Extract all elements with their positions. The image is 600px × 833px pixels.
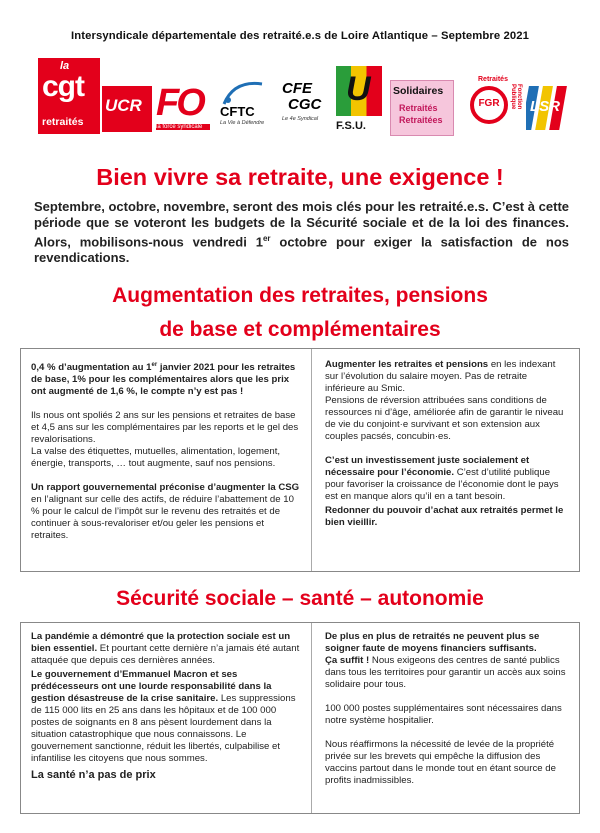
s1l-p4-bold: Un rapport gouvernemental préconise d’augmenter la CSG: [31, 482, 300, 494]
s2l-p2-bold: Le gouvernement d’Emmanuel Macron et ses prédécesseurs ont une lourde responsabilité dans la gestion désastreuse de la crise sanitaire.: [31, 669, 272, 704]
s2r-p1-bold: De plus en plus de retraités ne peuvent plus se soigner faute de moyens financiers suffisants.: [325, 631, 540, 654]
s1l-p4-rest: en l’alignant sur celle des actifs, de réduire l’abattement de 10 % pour le calcul de l’impôt sur le revenu des retraités et de continuer à sous-revaloriser et/ou geler les pensions et retraites.: [31, 494, 294, 542]
intro-sup: er: [262, 233, 271, 243]
s2r-p2-bold: Ça suffit !: [325, 655, 370, 666]
section1-title-line2: de base et complémentaires: [159, 318, 441, 341]
section1-left-p3: [31, 446, 303, 470]
intro-paragraph: [34, 199, 569, 266]
s1r-p1-rest: en les indexant sur l’évolution du salaire moyen. Pas de retraite inférieure au Smic.: [325, 359, 556, 394]
intro-text-after: octobre pour exiger la satisfaction de nos revendications.: [34, 233, 569, 265]
s1r-p4-bold: Redonner du pouvoir d’achat aux retraités permet le bien vieillir.: [325, 505, 564, 528]
intro-text-before: Septembre, octobre, novembre, seront des mois clés pour les retraité.e.s. C’est à cette période que se voteront les budgets de la Sécurité sociale et de la loi des finances. Alors, mobilisons-nous vendredi 1: [34, 199, 569, 249]
fo-logo-sub: la force syndicale: [156, 124, 210, 130]
fgr-logo-monogram: FGR: [478, 98, 500, 109]
s2l-p1-rest: Et pourtant cette dernière n’a jamais été autant attaquée que depuis ces dernières années.: [31, 643, 300, 666]
fgr-fp-logo: [458, 76, 520, 136]
cfe-cgc-logo-sub: Le 4e Syndical: [282, 116, 319, 122]
fo-logo-text: FO: [156, 82, 203, 124]
ucr-logo: [102, 86, 152, 132]
fgr-logo-line2: Fonction Publique: [510, 84, 522, 110]
s2l-p2-rest: Les suppressions de 115 000 lits en 25 ans dans les hôpitaux et de 100 000 postes de soignants en 8 ans pèsent lourdement dans la situation catastrophique que nous connaissons. Le gouvernement sanctionne, réduit les libertés, culpabilise et infantilise les citoyens que nous sommes.: [31, 693, 296, 764]
fsu-logo: [334, 66, 384, 136]
section1-right-p2: [325, 395, 569, 443]
section2-box: [20, 622, 580, 814]
s2r-p3: 100 000 postes supplémentaires sont nécessaires dans notre système hospitalier.: [325, 703, 562, 726]
section2-right-p2: [325, 655, 569, 691]
cftc-logo: [214, 78, 272, 134]
fsu-logo-text: U: [346, 70, 371, 108]
section1-right-p3: [325, 455, 569, 503]
union-logos: [30, 58, 575, 140]
section1-right-p4: [325, 505, 569, 529]
lsr-logo-text: LSR: [530, 98, 560, 115]
section1-right-p1: [325, 359, 569, 395]
s2l-p1-bold: La pandémie a démontré que la protection sociale est un bien essentiel.: [31, 631, 291, 654]
section1-divider: [311, 349, 312, 571]
section1-left-p2: [31, 410, 303, 446]
s2l-p3-bold: La santé n’a pas de prix: [31, 769, 156, 781]
section2-left-p1: [31, 631, 303, 667]
s1l-p1-a: 0,4 % d’augmentation au 1: [31, 362, 152, 374]
s1r-p3-rest: C’est d’utilité publique pour favoriser la croissance de l’économie dont le pays est en manque alors qu’il en a tant besoin.: [325, 467, 559, 502]
solidaires-logo: [390, 80, 454, 136]
section2-right-p3: [325, 703, 569, 727]
cgt-logo-line2: cgt: [42, 70, 84, 103]
section2-right-column: [325, 631, 569, 799]
cfe-cgc-logo: [280, 76, 330, 134]
s1r-p3-bold: C’est un investissement juste socialement et nécessaire pour l’économie.: [325, 455, 530, 478]
section2-right-p1: [325, 631, 569, 655]
section1-box: [20, 348, 580, 572]
s1l-p3: La valse des étiquettes, mutuelles, alimentation, logement, énergie, transports, … tout augmente, sauf nos pensions.: [31, 446, 281, 470]
section1-left-p4: [31, 482, 303, 542]
s1l-p1-sup: er: [151, 362, 158, 368]
cfe-cgc-logo-line1: CFE: [282, 80, 312, 97]
section2-left-p2: [31, 669, 303, 765]
section2-left-column: [31, 631, 303, 793]
section1-title-line1: Augmentation des retraites, pensions: [112, 284, 488, 307]
s1r-p1-bold: Augmenter les retraites et pensions: [325, 359, 489, 370]
cgt-logo-line1: la: [60, 60, 70, 72]
cgt-retraites-logo: [38, 58, 100, 134]
section1-right-column: [325, 359, 569, 541]
s2r-p2-rest: Nous exigeons des centres de santé publics dans tous les territoires pour garantir un accès aux soins solidaire pour tous.: [325, 655, 566, 690]
lsr-logo: [526, 80, 572, 136]
ucr-logo-text: UCR: [105, 96, 142, 115]
section1-left-p1: [31, 359, 303, 398]
solidaires-logo-line1: Solidaires: [393, 85, 444, 97]
header-title: Intersyndicale départementale des retraité.e.s de Loire Atlantique – Septembre 2021: [70, 30, 530, 42]
section2-left-p3: [31, 769, 303, 781]
section1-title: [0, 279, 600, 347]
main-title: Bien vivre sa retraite, une exigence !: [96, 164, 504, 190]
cfe-cgc-logo-line2: CGC: [288, 96, 322, 113]
solidaires-logo-line3: Retraitées: [399, 115, 443, 125]
fgr-logo-line1: Retraités: [478, 76, 508, 83]
s1l-p2: Ils nous ont spoliés 2 ans sur les pensions et retraites de base et 4,5 ans sur les complémentaires par les reports et le gel des revalorisations.: [31, 410, 299, 446]
cftc-logo-sub: La Vie à Défendre: [220, 120, 265, 126]
s1l-p1-b: janvier 2021 pour les retraites de base, 1% pour les complémentaires alors que les prix ont augmenté de 1,6 %, le compte n’y est pas !: [31, 362, 296, 398]
cftc-logo-mark: [214, 78, 272, 106]
section1-left-column: [31, 359, 303, 554]
section2-title: Sécurité sociale – santé – autonomie: [116, 587, 484, 610]
cgt-logo-line3: retraités: [42, 116, 84, 128]
cftc-logo-text: CFTC: [220, 104, 255, 119]
fo-logo: [156, 82, 210, 136]
s2r-p4: Nous réaffirmons la nécessité de levée de la propriété privée sur les brevets qui empêche la diffusion des vaccins partout dans le monde tout en étant source de profits inadmissibles.: [325, 739, 556, 786]
fsu-logo-sub: F.S.U.: [336, 120, 366, 132]
solidaires-logo-line2: Retraités: [399, 103, 438, 113]
section2-right-p4: [325, 739, 569, 787]
s1r-p2: Pensions de réversion attribuées sans conditions de ressources ni d’âge, améliorée afin de garantir le niveau de vie du conjoint·e survivant et son extension aux couples pacsés, concubin·es.: [325, 395, 564, 442]
section2-divider: [311, 623, 312, 813]
